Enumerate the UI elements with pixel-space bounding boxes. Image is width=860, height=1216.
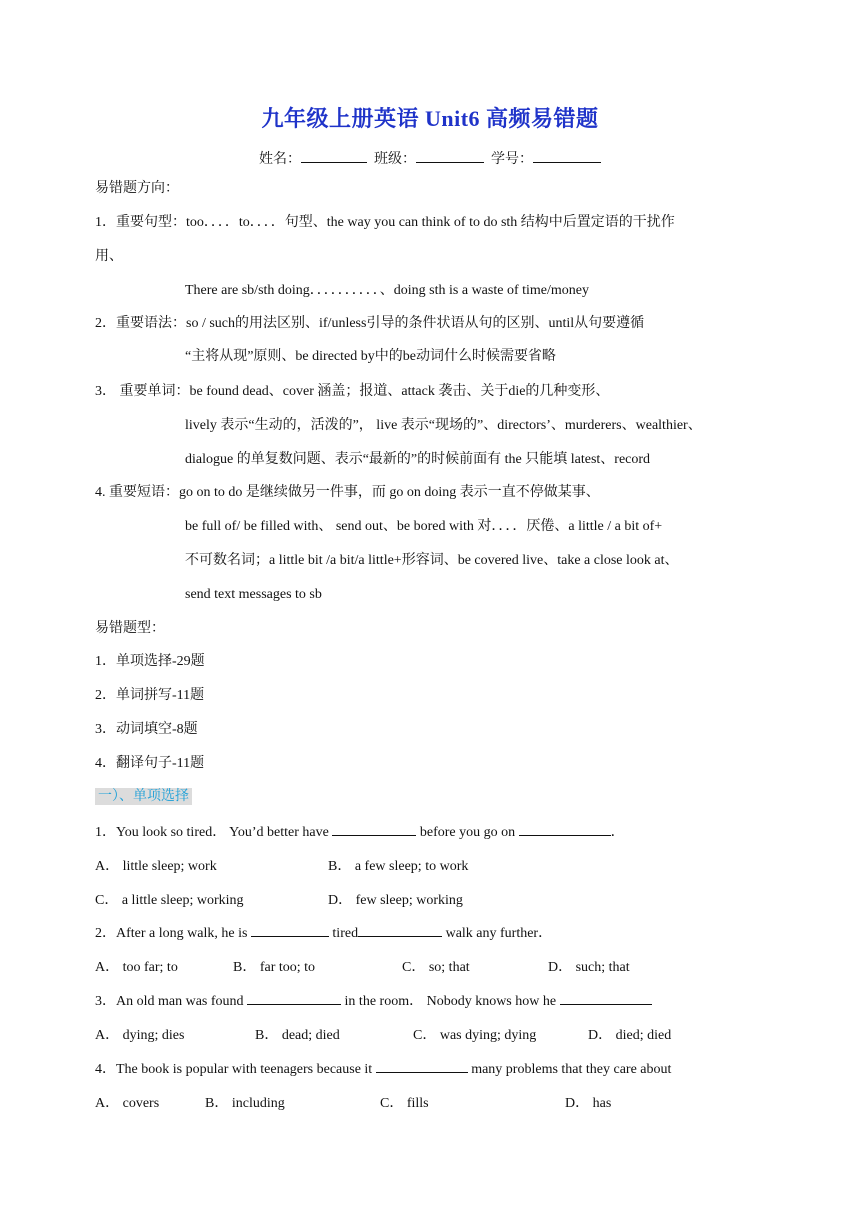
type-item: 2．单词拼写-11题 bbox=[95, 688, 205, 703]
q4-option-c: C． fills bbox=[380, 1096, 429, 1111]
type-item: 1．单项选择-29题 bbox=[95, 654, 205, 669]
question-1-stem bbox=[95, 821, 625, 843]
q2-option-d: D． such; that bbox=[548, 960, 630, 975]
direction-1b: 用、 bbox=[95, 249, 123, 264]
direction-3c: dialogue 的单复数问题、表示“最新的”的时候前面有 the 只能填 latest、record bbox=[185, 452, 651, 467]
q2-blank-2 bbox=[358, 922, 442, 937]
q4-option-d: D． has bbox=[565, 1096, 612, 1111]
q2-option-c: C． so; that bbox=[402, 960, 470, 975]
question-4-stem bbox=[95, 1058, 671, 1080]
q4-text-b: many problems that they care about bbox=[471, 1062, 672, 1077]
id-label: 学号： bbox=[491, 152, 533, 167]
name-label: 姓名： bbox=[259, 152, 301, 167]
direction-4d: send text messages to sb bbox=[185, 587, 322, 602]
q4-option-a: A． covers bbox=[95, 1096, 160, 1111]
q2-text-b: tired bbox=[332, 926, 359, 941]
q3-option-b: B． dead; died bbox=[255, 1028, 340, 1043]
question-2-stem bbox=[95, 922, 552, 944]
q1-option-d: D． few sleep; working bbox=[328, 893, 463, 908]
q1-option-a: A． little sleep; work bbox=[95, 859, 217, 874]
q4-option-b: B． including bbox=[205, 1096, 285, 1111]
direction-1c: There are sb/sth doing．．．．．．．．．．、doing sth is a waste of time/money bbox=[185, 283, 589, 298]
q1-option-b: B． a few sleep; to work bbox=[328, 859, 469, 874]
direction-1a: 1．重要句型：too．．．．to．．．．句型、the way you can think of to do sth 结构中后置定语的干扰作 bbox=[95, 215, 675, 230]
q2-text-a: 2．After a long walk, he is bbox=[95, 926, 248, 941]
q1-option-c: C． a little sleep; working bbox=[95, 893, 244, 908]
question-3-stem bbox=[95, 990, 652, 1012]
q2-option-b: B． far too; to bbox=[233, 960, 316, 975]
direction-3a: 3． 重要单词：be found dead、cover 涵盖；报道、attack 袭击、关于die的几种变形、 bbox=[95, 384, 610, 399]
type-item: 3．动词填空-8题 bbox=[95, 722, 198, 737]
type-item: 4．翻译句子-11题 bbox=[95, 756, 205, 771]
class-blank bbox=[416, 148, 484, 163]
q1-text-a: 1．You look so tired． You’d better have bbox=[95, 825, 329, 840]
name-blank bbox=[301, 148, 367, 163]
page-title: 九年级上册英语 Unit6 高频易错题 bbox=[261, 106, 599, 131]
q2-text-c: walk any further． bbox=[445, 926, 553, 941]
q3-option-d: D． died; died bbox=[588, 1028, 672, 1043]
q3-text-a: 3．An old man was found bbox=[95, 994, 244, 1009]
q2-blank-1 bbox=[251, 922, 329, 937]
q3-blank-2 bbox=[560, 990, 652, 1005]
direction-2b: “主将从现”原则、be directed by中的be动词什么时候需要省略 bbox=[185, 349, 556, 364]
class-label: 班级： bbox=[374, 152, 416, 167]
section-label: 一）、单项选择 bbox=[95, 788, 192, 805]
q1-text-c: ． bbox=[610, 825, 625, 840]
q3-option-c: C． was dying; dying bbox=[413, 1028, 537, 1043]
q2-option-a: A． too far; to bbox=[95, 960, 178, 975]
q3-blank-1 bbox=[247, 990, 341, 1005]
q4-blank-1 bbox=[376, 1058, 468, 1073]
q3-text-b: in the room． Nobody knows how he bbox=[344, 994, 557, 1009]
direction-2a: 2．重要语法：so / such的用法区别、if/unless引导的条件状语从句的区别、until从句要遵循 bbox=[95, 316, 645, 331]
direction-heading: 易错题方向： bbox=[95, 181, 179, 196]
q1-blank-1 bbox=[332, 821, 416, 836]
student-info-row bbox=[0, 148, 860, 168]
direction-4c: 不可数名词；a little bit /a bit/a little+形容词、be covered live、take a close look at、 bbox=[185, 553, 679, 568]
direction-4a: 4. 重要短语：go on to do 是继续做另一件事，而 go on doing 表示一直不停做某事、 bbox=[95, 485, 600, 500]
q1-text-b: before you go on bbox=[419, 825, 516, 840]
q4-text-a: 4．The book is popular with teenagers because it bbox=[95, 1062, 373, 1077]
id-blank bbox=[533, 148, 601, 163]
type-heading: 易错题型： bbox=[95, 621, 165, 636]
q3-option-a: A． dying; dies bbox=[95, 1028, 185, 1043]
section-heading bbox=[95, 787, 192, 807]
direction-3b: lively 表示“生动的，活泼的”， live 表示“现场的”、directors’、murderers、wealthier、 bbox=[185, 418, 702, 433]
q1-blank-2 bbox=[519, 821, 611, 836]
direction-4b: be full of/ be filled with、 send out、be bored with 对．．．．厌倦、a little / a bit of+ bbox=[185, 519, 663, 534]
